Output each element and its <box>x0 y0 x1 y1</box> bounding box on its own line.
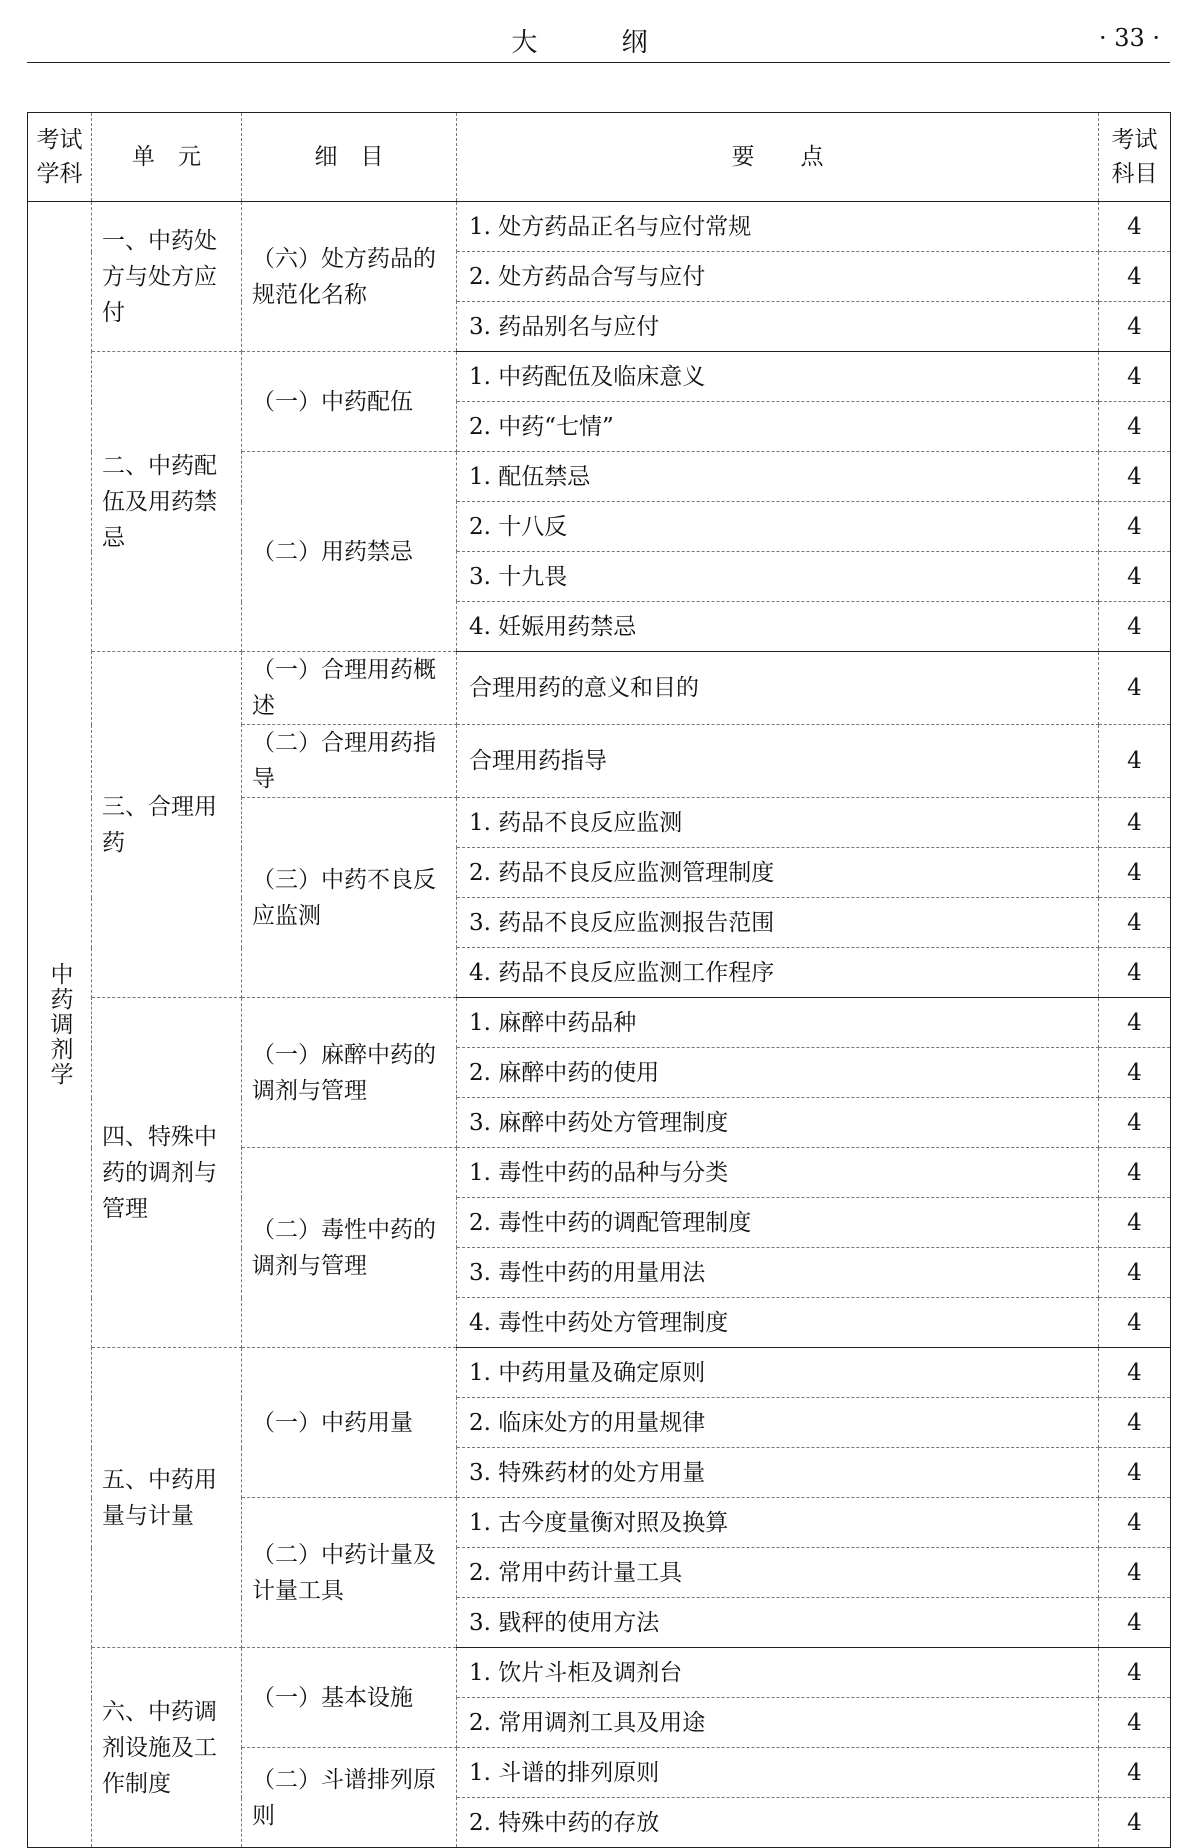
detail-cell: （一）麻醉中药的调剂与管理 <box>242 998 457 1148</box>
table-row <box>28 202 1171 252</box>
exam-cell: 4 <box>1099 1548 1171 1598</box>
point-cell: 1. 斗谱的排列原则 <box>457 1748 1099 1798</box>
exam-cell: 4 <box>1099 1448 1171 1498</box>
col-header-point: 要 点 <box>457 113 1099 202</box>
col-header-exam <box>1099 113 1171 202</box>
exam-cell: 4 <box>1099 1748 1171 1798</box>
unit-cell: 一、中药处方与处方应付 <box>92 202 242 352</box>
exam-cell: 4 <box>1099 552 1171 602</box>
point-cell: 1. 古今度量衡对照及换算 <box>457 1498 1099 1548</box>
detail-cell: （三）中药不良反应监测 <box>242 798 457 998</box>
exam-cell: 4 <box>1099 1498 1171 1548</box>
detail-cell: （二）斗谱排列原则 <box>242 1748 457 1848</box>
page-header <box>27 0 1170 64</box>
point-cell: 2. 毒性中药的调配管理制度 <box>457 1198 1099 1248</box>
table-row <box>28 352 1171 402</box>
point-cell: 4. 毒性中药处方管理制度 <box>457 1298 1099 1348</box>
detail-cell: （一）合理用药概述 <box>242 652 457 725</box>
exam-cell: 4 <box>1099 948 1171 998</box>
exam-cell: 4 <box>1099 1398 1171 1448</box>
point-cell: 2. 处方药品合写与应付 <box>457 252 1099 302</box>
point-cell: 3. 毒性中药的用量用法 <box>457 1248 1099 1298</box>
detail-cell: （二）合理用药指导 <box>242 725 457 798</box>
header-rule <box>27 62 1170 63</box>
point-cell: 1. 中药配伍及临床意义 <box>457 352 1099 402</box>
unit-cell: 四、特殊中药的调剂与管理 <box>92 998 242 1348</box>
exam-cell: 4 <box>1099 1598 1171 1648</box>
point-cell: 3. 戥秤的使用方法 <box>457 1598 1099 1648</box>
table-header-row <box>28 113 1171 202</box>
subject-label: 中药调剂学 <box>46 962 73 1087</box>
unit-cell: 三、合理用药 <box>92 652 242 998</box>
col-header-subject <box>28 113 92 202</box>
exam-cell: 4 <box>1099 1098 1171 1148</box>
point-cell: 4. 药品不良反应监测工作程序 <box>457 948 1099 998</box>
point-cell: 1. 毒性中药的品种与分类 <box>457 1148 1099 1198</box>
exam-cell: 4 <box>1099 202 1171 252</box>
exam-cell: 4 <box>1099 1248 1171 1298</box>
point-cell: 2. 临床处方的用量规律 <box>457 1398 1099 1448</box>
point-cell: 1. 麻醉中药品种 <box>457 998 1099 1048</box>
exam-cell: 4 <box>1099 1198 1171 1248</box>
detail-cell: （六）处方药品的规范化名称 <box>242 202 457 352</box>
point-cell: 2. 特殊中药的存放 <box>457 1798 1099 1848</box>
exam-cell: 4 <box>1099 452 1171 502</box>
col-header-exam-line1: 考试 <box>1111 127 1158 153</box>
point-cell: 4. 妊娠用药禁忌 <box>457 602 1099 652</box>
point-cell: 合理用药指导 <box>457 725 1099 798</box>
detail-cell: （二）毒性中药的调剂与管理 <box>242 1148 457 1348</box>
point-cell: 3. 特殊药材的处方用量 <box>457 1448 1099 1498</box>
exam-cell: 4 <box>1099 1798 1171 1848</box>
col-header-subject-line1: 考试 <box>36 127 83 153</box>
unit-cell: 五、中药用量与计量 <box>92 1348 242 1648</box>
point-cell: 2. 十八反 <box>457 502 1099 552</box>
page-number: · 33 · <box>1098 24 1160 52</box>
detail-cell: （一）中药配伍 <box>242 352 457 452</box>
detail-cell: （一）基本设施 <box>242 1648 457 1748</box>
exam-cell: 4 <box>1099 1348 1171 1398</box>
point-cell: 1. 饮片斗柜及调剂台 <box>457 1648 1099 1698</box>
exam-cell: 4 <box>1099 1148 1171 1198</box>
col-header-exam-line2: 科目 <box>1111 161 1158 187</box>
exam-cell: 4 <box>1099 502 1171 552</box>
point-cell: 1. 中药用量及确定原则 <box>457 1348 1099 1398</box>
detail-cell: （一）中药用量 <box>242 1348 457 1498</box>
exam-cell: 4 <box>1099 1298 1171 1348</box>
subject-cell <box>28 202 92 1848</box>
col-header-subject-line2: 学科 <box>36 161 83 187</box>
exam-cell: 4 <box>1099 1648 1171 1698</box>
exam-cell: 4 <box>1099 302 1171 352</box>
point-cell: 3. 药品不良反应监测报告范围 <box>457 898 1099 948</box>
col-header-unit: 单 元 <box>92 113 242 202</box>
exam-cell: 4 <box>1099 602 1171 652</box>
exam-cell: 4 <box>1099 652 1171 725</box>
syllabus-table <box>27 112 1171 1848</box>
exam-cell: 4 <box>1099 1698 1171 1748</box>
exam-cell: 4 <box>1099 798 1171 848</box>
point-cell: 3. 麻醉中药处方管理制度 <box>457 1098 1099 1148</box>
exam-cell: 4 <box>1099 1048 1171 1098</box>
unit-cell: 六、中药调剂设施及工作制度 <box>92 1648 242 1848</box>
exam-cell: 4 <box>1099 352 1171 402</box>
exam-cell: 4 <box>1099 402 1171 452</box>
point-cell: 2. 常用中药计量工具 <box>457 1548 1099 1598</box>
point-cell: 2. 麻醉中药的使用 <box>457 1048 1099 1098</box>
exam-cell: 4 <box>1099 252 1171 302</box>
detail-cell: （二）中药计量及计量工具 <box>242 1498 457 1648</box>
exam-cell: 4 <box>1099 725 1171 798</box>
point-cell: 3. 药品别名与应付 <box>457 302 1099 352</box>
table-row <box>28 1648 1171 1698</box>
point-cell: 2. 药品不良反应监测管理制度 <box>457 848 1099 898</box>
point-cell: 1. 处方药品正名与应付常规 <box>457 202 1099 252</box>
detail-cell: （二）用药禁忌 <box>242 452 457 652</box>
table-body <box>28 202 1171 1848</box>
point-cell: 3. 十九畏 <box>457 552 1099 602</box>
point-cell: 1. 药品不良反应监测 <box>457 798 1099 848</box>
col-header-detail: 细 目 <box>242 113 457 202</box>
exam-cell: 4 <box>1099 998 1171 1048</box>
point-cell: 2. 中药“七情” <box>457 402 1099 452</box>
point-cell: 2. 常用调剂工具及用途 <box>457 1698 1099 1748</box>
running-title: 大 纲 <box>511 28 686 58</box>
unit-cell: 二、中药配伍及用药禁忌 <box>92 352 242 652</box>
table-row <box>28 1348 1171 1398</box>
point-cell: 1. 配伍禁忌 <box>457 452 1099 502</box>
point-cell: 合理用药的意义和目的 <box>457 652 1099 725</box>
table-row <box>28 998 1171 1048</box>
table-row <box>28 652 1171 725</box>
exam-cell: 4 <box>1099 898 1171 948</box>
exam-cell: 4 <box>1099 848 1171 898</box>
